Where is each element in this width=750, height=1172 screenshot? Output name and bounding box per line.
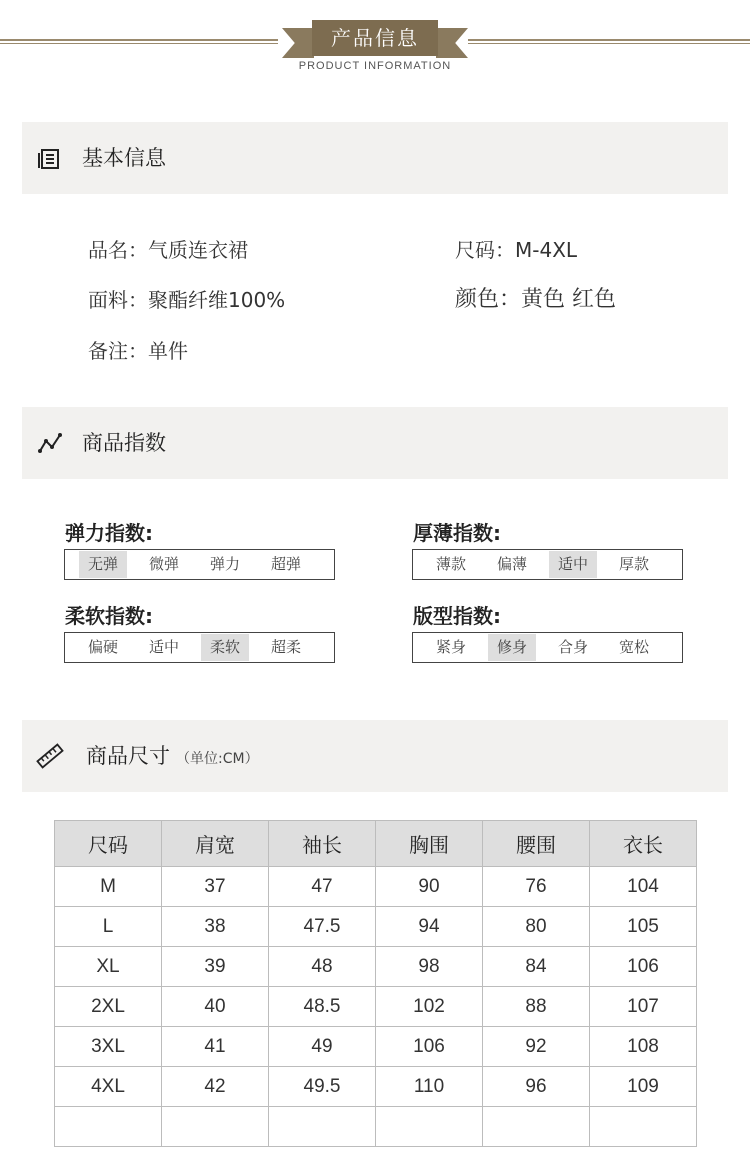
table-cell: 104 [590,867,697,907]
basic-info-title: 基本信息 [82,146,166,170]
table-cell: 94 [376,907,483,947]
basic-info-bar [22,122,728,194]
fabric-value: 聚酯纤维100% [148,288,286,312]
header-cell: 腰围 [483,821,590,867]
table-cell: 92 [483,1027,590,1067]
product-index-bar [22,407,728,479]
color-value: 黄色 红色 [521,287,617,312]
note-row [88,335,188,364]
thickness-option: 薄款 [435,555,466,573]
note-value: 单件 [148,339,188,363]
header-subtitle: PRODUCT INFORMATION [298,60,452,72]
table-row [55,1067,697,1107]
table-cell: L [55,907,162,947]
ribbon-tail-right [436,28,468,58]
elasticity-option: 弹力 [209,555,240,573]
fit-option: 紧身 [435,638,466,656]
table-cell: 88 [483,987,590,1027]
softness-option: 柔软 [201,634,249,661]
table-cell: 40 [162,987,269,1027]
product-size-title [86,740,259,770]
size-table-header [55,821,697,867]
elasticity-label: 弹力指数: [65,521,153,545]
table-cell: 47 [269,867,376,907]
table-row [55,1027,697,1067]
softness-option: 适中 [148,638,179,656]
table-cell: 80 [483,907,590,947]
softness-scale [64,632,335,663]
softness-option: 偏硬 [87,638,118,656]
document-icon [36,144,64,172]
softness-label: 柔软指数: [65,604,153,628]
header-cell: 衣长 [590,821,697,867]
table-cell: 49.5 [269,1067,376,1107]
table-cell: 2XL [55,987,162,1027]
fabric-label: 面料： [88,288,148,312]
table-cell: 107 [590,987,697,1027]
header-rule-right [468,39,750,41]
table-cell: 37 [162,867,269,907]
fit-option: 宽松 [618,638,649,656]
table-row [55,987,697,1027]
fit-option: 修身 [488,634,536,661]
elasticity-option: 微弹 [148,555,179,573]
table-cell: 108 [590,1027,697,1067]
header-rule-left [0,39,278,41]
product-name-label: 品名： [88,238,148,262]
table-cell: 4XL [55,1067,162,1107]
product-name-value: 气质连衣裙 [148,238,248,262]
header-rule-right-thin [468,43,750,44]
product-index-title: 商品指数 [82,431,166,455]
thickness-option: 偏薄 [496,555,527,573]
table-row [55,867,697,907]
table-cell: 102 [376,987,483,1027]
thickness-label: 厚薄指数: [413,521,501,545]
fit-option: 合身 [557,638,588,656]
table-row [55,947,697,987]
table-cell: 105 [590,907,697,947]
table-cell: 106 [376,1027,483,1067]
elasticity-scale [64,549,335,580]
note-label: 备注： [88,339,148,363]
table-cell [590,1107,697,1147]
product-size-title-text: 商品尺寸 [86,744,170,768]
header-rule-left-thin [0,43,278,44]
table-cell [162,1107,269,1147]
table-cell: XL [55,947,162,987]
table-cell: 38 [162,907,269,947]
table-cell [269,1107,376,1147]
color-label: 颜色： [455,287,522,312]
size-range-value: M-4XL [515,238,578,262]
table-cell: 47.5 [269,907,376,947]
table-row-empty [55,1107,697,1147]
header-cell: 尺码 [55,821,162,867]
ribbon-tail-left [282,28,314,58]
table-cell [483,1107,590,1147]
table-cell: 48.5 [269,987,376,1027]
softness-option: 超柔 [270,638,301,656]
header-cell: 肩宽 [162,821,269,867]
table-cell: M [55,867,162,907]
fit-label: 版型指数: [413,604,501,628]
table-cell: 84 [483,947,590,987]
trend-line-icon [36,429,64,457]
table-cell: 42 [162,1067,269,1107]
table-cell: 76 [483,867,590,907]
table-cell: 48 [269,947,376,987]
table-cell: 106 [590,947,697,987]
fabric-row [88,284,285,313]
thickness-option: 厚款 [618,555,649,573]
header-cell: 袖长 [269,821,376,867]
table-cell: 110 [376,1067,483,1107]
ruler-icon [36,742,64,770]
color-row [455,282,616,313]
table-cell: 98 [376,947,483,987]
size-table [54,820,697,1147]
table-cell: 109 [590,1067,697,1107]
thickness-scale [412,549,683,580]
header-title: 产品信息 [312,20,438,56]
elasticity-option: 超弹 [270,555,301,573]
table-cell: 39 [162,947,269,987]
thickness-option: 适中 [549,551,597,578]
size-range-label: 尺码： [455,238,515,262]
table-cell [55,1107,162,1147]
table-cell: 3XL [55,1027,162,1067]
table-row [55,907,697,947]
table-cell: 49 [269,1027,376,1067]
table-cell [376,1107,483,1147]
product-name-row [88,234,248,263]
elasticity-option: 无弹 [79,551,127,578]
fit-scale [412,632,683,663]
product-size-bar [22,720,728,792]
table-cell: 41 [162,1027,269,1067]
table-cell: 90 [376,867,483,907]
header-cell: 胸围 [376,821,483,867]
unit-note: （单位:CM） [176,751,259,767]
table-cell: 96 [483,1067,590,1107]
size-range-row [455,234,577,263]
